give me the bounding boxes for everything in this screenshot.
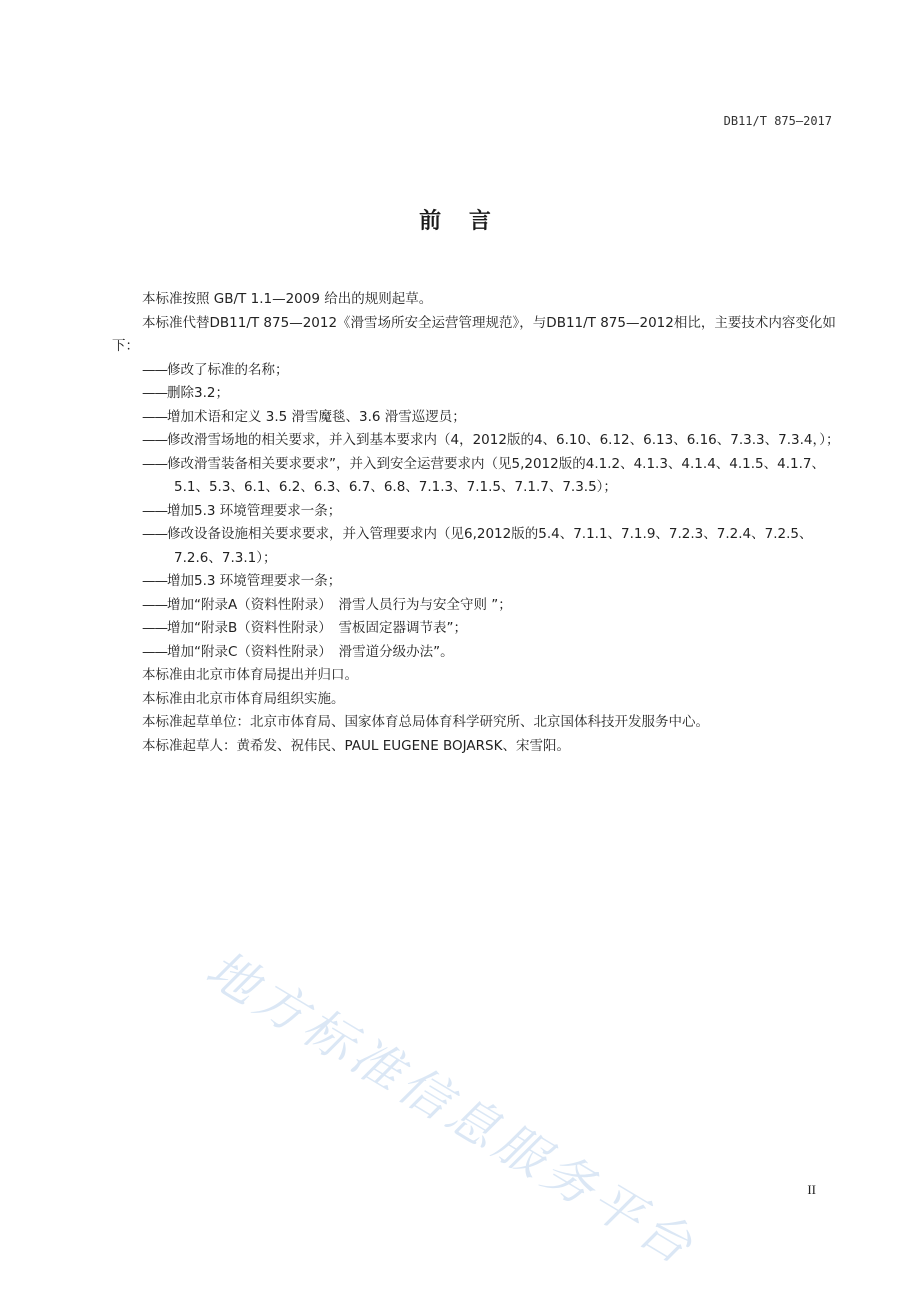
change-item [112,406,840,430]
foreword-body [112,288,840,758]
change-item [112,500,840,524]
change-item-text: 增加“附录A（资料性附录） 滑雪人员行为与安全守则 ”； [167,596,512,613]
change-item-text: 修改滑雪场地的相关要求，并入到基本要求内（4，2012版的4、6.10、6.12、6.13、6.16、7.3.3、7.3.4，）； [167,432,840,448]
change-item [112,594,840,618]
change-item [112,382,840,406]
change-item-text: 增加5.3 环境管理要求一条； [167,573,342,589]
paragraph-drafters: 本标准起草人：黄希发、祝伟民、PAUL EUGENE BOJARSK、宋雪阳。 [142,737,570,754]
list-dash: —— [142,573,167,589]
paragraph-replacement: 本标准代替DB11/T 875—2012《滑雪场所安全运营管理规范》，与DB11/T 875—2012相比，主要技术内容变化如下： [112,314,836,354]
change-item-text: 删除3.2； [167,385,229,401]
list-dash: —— [142,432,167,448]
list-dash: —— [142,620,167,636]
paragraph-implementer: 本标准由北京市体育局组织实施。 [142,690,345,707]
list-dash: —— [142,643,167,660]
list-dash: —— [142,385,167,401]
page-title: 前 言 [419,209,501,234]
change-item [112,641,840,665]
change-item-text: 修改设备设施相关要求要求，并入管理要求内（见6,2012版的5.4、7.1.1、7.1.9、7.2.3、7.2.4、7.2.5、7.2.6、7.3.1）； [167,526,813,566]
change-item-text: 修改滑雪装备相关要求要求”，并入到安全运营要求内（见5,2012版的4.1.2、4.1.3、4.1.4、4.1.5、4.1.7、5.1、5.3、6.1、6.2、6.3、6.7、6.8、7.1.3、7.1.5、7.1.7、7.3.5）； [167,455,825,495]
list-dash: —— [142,408,167,425]
standard-code: DB11/T 875—2017 [723,114,832,128]
change-item-text: 增加5.3 环境管理要求一条； [167,502,342,519]
change-item [112,359,840,383]
watermark: 地方标准信息服务平台 [196,939,707,1278]
list-dash: —— [142,502,167,519]
paragraph-proposer: 本标准由北京市体育局提出并归口。 [142,667,358,683]
change-item-text: 增加“附录C（资料性附录） 滑雪道分级办法”。 [167,643,454,660]
list-dash: —— [142,596,167,613]
change-item-text: 增加术语和定义 3.5 滑雪魔毯、3.6 滑雪巡逻员； [167,408,466,425]
list-dash: —— [142,455,167,472]
list-dash: —— [142,361,167,378]
list-dash: —— [142,526,167,542]
change-item-text: 增加“附录B（资料性附录） 雪板固定器调节表”； [167,620,467,636]
paragraph-drafting-units: 本标准起草单位：北京市体育局、国家体育总局体育科学研究所、北京国体科技开发服务中心。 [142,714,709,730]
change-item [112,617,840,641]
paragraph-drafting-rules: 本标准按照 GB/T 1.1—2009 给出的规则起草。 [142,291,433,307]
change-item [112,570,840,594]
change-item [112,429,840,453]
page-number: II [807,1182,816,1197]
change-item [112,453,840,500]
change-item [112,523,840,570]
change-item-text: 修改了标准的名称； [167,361,289,378]
